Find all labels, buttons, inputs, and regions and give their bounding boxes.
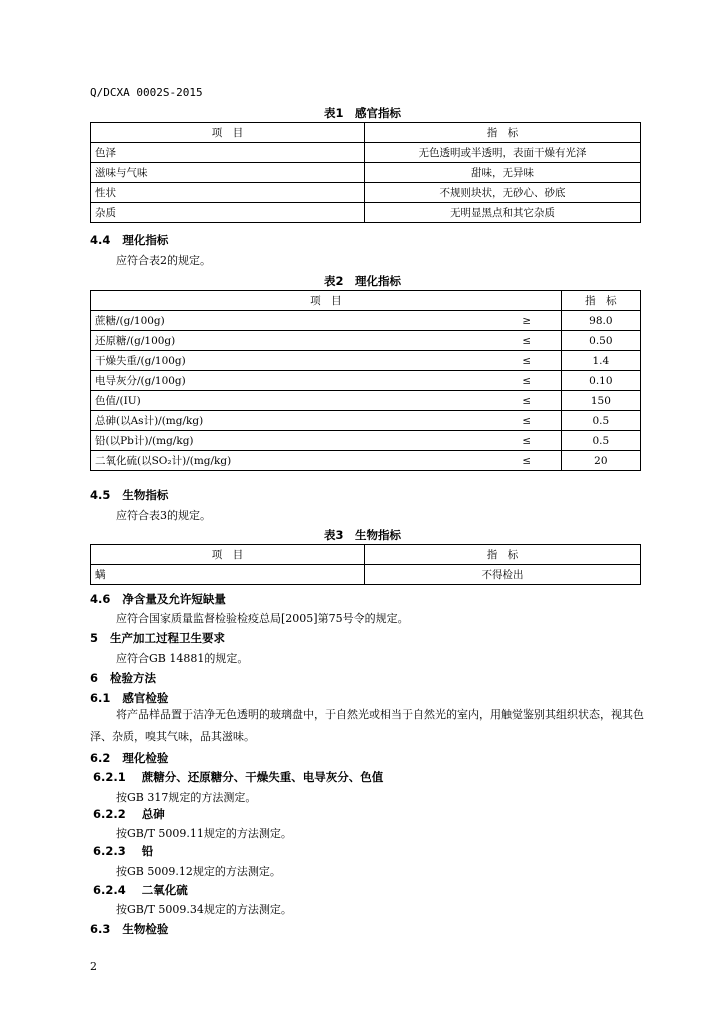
section-title: 生产加工过程卫生要求 (110, 631, 226, 645)
table-row (91, 565, 641, 585)
header-cell: 指 标 (365, 545, 641, 565)
section-title: 二氧化硫 (141, 883, 188, 897)
table-cell: 1.4 (561, 351, 640, 371)
table-cell: 螨 (91, 565, 365, 585)
section-title: 检验方法 (110, 671, 157, 685)
operator-cell: ≤ (493, 331, 562, 351)
table-cell: 0.5 (561, 431, 640, 451)
header-cell: 项 目 (91, 291, 562, 311)
operator-cell: ≤ (493, 351, 562, 371)
section-6-2-3-text: 按GB 5009.12规定的方法测定。 (116, 865, 281, 878)
section-6-2-heading (90, 750, 168, 766)
table-row (91, 431, 641, 451)
header-cell: 项 目 (91, 123, 365, 143)
section-number: 6.2.1 (93, 770, 126, 784)
section-title: 铅 (141, 844, 154, 858)
table-cell: 150 (561, 391, 640, 411)
table-cell: 滋味与气味 (91, 163, 365, 183)
section-6-2-2-heading (93, 806, 165, 822)
table-cell: 不规则块状，无砂心、砂底 (365, 183, 641, 203)
table-cell: 无明显黑点和其它杂质 (365, 203, 641, 223)
operator-cell: ≤ (493, 411, 562, 431)
section-number: 6.2 (90, 751, 111, 765)
table-row (91, 331, 641, 351)
section-title: 生物指标 (122, 488, 169, 502)
operator-cell: ≤ (493, 391, 562, 411)
section-number: 6.2.3 (93, 844, 126, 858)
section-number: 6.2.4 (93, 883, 126, 897)
section-5-heading (90, 630, 225, 646)
table-row (91, 391, 641, 411)
section-6-2-1-text: 按GB 317规定的方法测定。 (116, 791, 257, 804)
section-number: 6.1 (90, 691, 111, 705)
table3-caption: 表3 生物指标 (323, 528, 401, 542)
table2-physicochemical (90, 290, 641, 471)
section-title: 蔗糖分、还原糖分、干燥失重、电导灰分、色值 (141, 770, 384, 784)
table-cell: 总砷(以As计)/(mg/kg) (91, 411, 493, 431)
section-6-2-4-heading (93, 882, 188, 898)
table1-sensory (90, 122, 641, 223)
section-5-text: 应符合GB 14881的规定。 (116, 652, 249, 665)
section-4-6-heading (90, 591, 226, 607)
section-number: 4.5 (90, 488, 111, 502)
table-row (91, 203, 641, 223)
section-title: 净含量及允许短缺量 (122, 592, 226, 606)
table-header-row (91, 545, 641, 565)
section-6-heading (90, 670, 156, 686)
section-6-3-heading (90, 921, 168, 937)
section-6-2-3-heading (93, 843, 153, 859)
section-6-2-4-text: 按GB/T 5009.34规定的方法测定。 (116, 903, 292, 916)
header-cell: 项 目 (91, 545, 365, 565)
section-number: 6.3 (90, 922, 111, 936)
section-4-5-text: 应符合表3的规定。 (116, 509, 211, 522)
section-title: 感官检验 (122, 691, 169, 705)
section-title: 理化检验 (122, 751, 169, 765)
table-cell: 铅(以Pb计)/(mg/kg) (91, 431, 493, 451)
table3-biological (90, 544, 641, 585)
section-number: 6.2.2 (93, 807, 126, 821)
page-number: 2 (90, 960, 97, 973)
table-row (91, 411, 641, 431)
table-row (91, 163, 641, 183)
table-row (91, 371, 641, 391)
table-cell: 0.5 (561, 411, 640, 431)
section-6-2-2-text: 按GB/T 5009.11规定的方法测定。 (116, 827, 292, 840)
section-6-2-1-heading (93, 769, 383, 785)
section-4-4-text: 应符合表2的规定。 (116, 254, 211, 267)
table-cell: 还原糖/(g/100g) (91, 331, 493, 351)
table-cell: 电导灰分/(g/100g) (91, 371, 493, 391)
table-cell: 0.50 (561, 331, 640, 351)
table-header-row (91, 123, 641, 143)
table-cell: 甜味，无异味 (365, 163, 641, 183)
header-cell: 指 标 (365, 123, 641, 143)
section-6-1-text: 将产品样品置于洁净无色透明的玻璃盘中，于自然光或相当于自然光的室内，用触觉鉴别其组织状态，视其色泽、杂质，嗅其气味，品其滋味。 (90, 708, 644, 743)
section-4-5-heading (90, 487, 168, 503)
operator-cell: ≤ (493, 431, 562, 451)
section-number: 5 (90, 631, 99, 645)
table1-caption: 表1 感官指标 (323, 106, 401, 120)
section-title: 生物检验 (122, 922, 169, 936)
section-number: 4.4 (90, 233, 111, 247)
table-cell: 0.10 (561, 371, 640, 391)
table-cell: 不得检出 (365, 565, 641, 585)
table2-caption: 表2 理化指标 (323, 274, 401, 288)
table-row (91, 311, 641, 331)
table-cell: 20 (561, 451, 640, 471)
section-number: 6 (90, 671, 99, 685)
table-cell: 干燥失重/(g/100g) (91, 351, 493, 371)
table-cell: 二氧化硫(以SO₂计)/(mg/kg) (91, 451, 493, 471)
table-row (91, 143, 641, 163)
operator-cell: ≥ (493, 311, 562, 331)
standard-code: Q/DCXA 0002S-2015 (90, 86, 203, 99)
section-title: 总砷 (141, 807, 165, 821)
section-title: 理化指标 (122, 233, 169, 247)
operator-cell: ≤ (493, 451, 562, 471)
table-row (91, 183, 641, 203)
table-cell: 无色透明或半透明，表面干燥有光泽 (365, 143, 641, 163)
section-4-6-text: 应符合国家质量监督检验检疫总局[2005]第75号令的规定。 (116, 612, 409, 625)
section-4-4-heading (90, 232, 168, 248)
table-row (91, 451, 641, 471)
header-cell: 指 标 (561, 291, 640, 311)
table-cell: 杂质 (91, 203, 365, 223)
table-cell: 98.0 (561, 311, 640, 331)
table-cell: 色值/(IU) (91, 391, 493, 411)
table-header-row (91, 291, 641, 311)
section-number: 4.6 (90, 592, 111, 606)
table-cell: 性状 (91, 183, 365, 203)
table-cell: 色泽 (91, 143, 365, 163)
table-cell: 蔗糖/(g/100g) (91, 311, 493, 331)
operator-cell: ≤ (493, 371, 562, 391)
table-row (91, 351, 641, 371)
